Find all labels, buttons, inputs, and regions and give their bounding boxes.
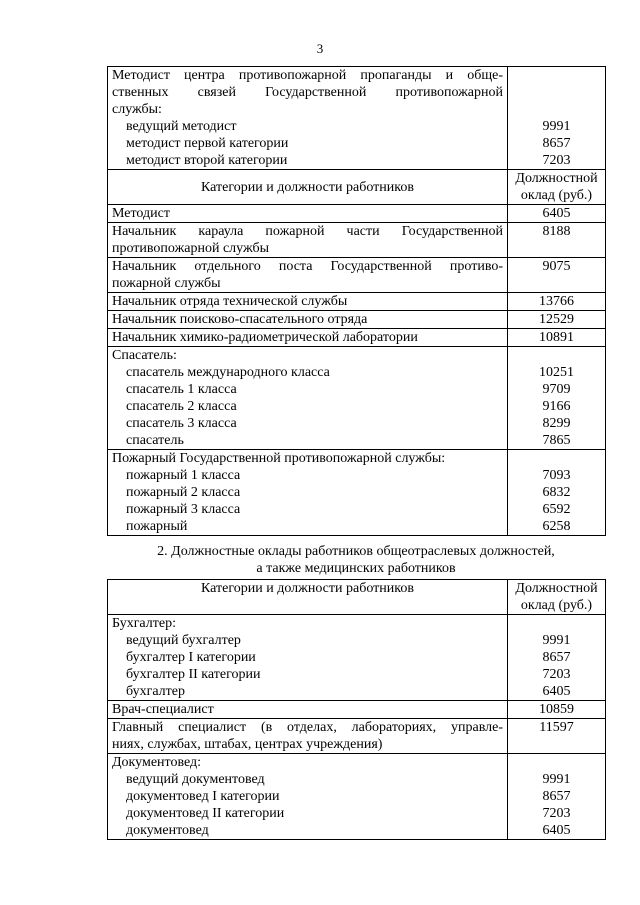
salary-table-2	[107, 579, 606, 840]
position-cell	[108, 293, 508, 311]
salary-cell	[508, 347, 606, 450]
group-title-line: Методист центра противопожарной пропаганды и обще-	[112, 68, 503, 83]
table-row	[108, 347, 606, 450]
position-cell	[108, 311, 508, 329]
salary-value: 9991	[542, 119, 571, 134]
position-name: документовед I категории	[126, 789, 280, 804]
header-salary-line: Должностной	[515, 171, 598, 186]
salary-value: 12529	[508, 311, 606, 329]
table-header-row	[108, 170, 606, 205]
position-name: спасатель 1 класса	[126, 382, 237, 397]
table-header-row	[108, 580, 606, 615]
position-name: Начальник поисково-спасательного отряда	[112, 312, 368, 327]
salary-value: 8657	[542, 136, 571, 151]
salary-value: 7865	[542, 433, 571, 448]
position-name: ниях, службах, штабах, центрах учреждения)	[112, 737, 383, 752]
position-name: спасатель международного класса	[126, 365, 330, 380]
table-row	[108, 67, 606, 170]
position-cell	[108, 223, 508, 258]
position-name: Начальник караула пожарной части Государственной	[112, 224, 503, 239]
position-name: бухгалтер I категории	[126, 650, 256, 665]
salary-value: 9075	[508, 258, 606, 293]
table-row	[108, 258, 606, 293]
position-name: методист второй категории	[126, 153, 288, 168]
header-salary-line: оклад (руб.)	[520, 188, 593, 203]
position-name: ведущий бухгалтер	[126, 633, 241, 648]
table-row	[108, 719, 606, 754]
table-row	[108, 205, 606, 223]
group-cell	[108, 450, 508, 536]
group-title-line: ственных связей Государственной противопожарной	[112, 85, 503, 100]
group-cell	[108, 615, 508, 701]
salary-value: 6832	[542, 485, 571, 500]
salary-value: 7203	[542, 806, 571, 821]
position-name: Начальник отряда технической службы	[112, 294, 348, 309]
position-name: пожарной службы	[112, 276, 221, 291]
salary-value: 10859	[508, 701, 606, 719]
table-row	[108, 223, 606, 258]
table-row	[108, 615, 606, 701]
salary-value: 9991	[542, 633, 571, 648]
header-salary-line: оклад (руб.)	[520, 598, 593, 613]
salary-value: 7203	[542, 667, 571, 682]
position-name: ведущий методист	[126, 119, 237, 134]
group-title: Документовед:	[112, 755, 202, 770]
page-number: 3	[316, 41, 324, 56]
position-name: Методист	[112, 206, 170, 221]
header-salary	[508, 580, 606, 615]
header-salary-line: Должностной	[515, 581, 598, 596]
salary-value: 7203	[542, 153, 571, 168]
position-name: бухгалтер	[126, 684, 185, 699]
salary-value: 6592	[542, 502, 571, 517]
header-salary	[508, 170, 606, 205]
position-cell	[108, 258, 508, 293]
table-row	[108, 311, 606, 329]
position-cell	[108, 701, 508, 719]
position-cell	[108, 719, 508, 754]
table-row	[108, 701, 606, 719]
position-name: спасатель 2 класса	[126, 399, 237, 414]
salary-value: 10891	[508, 329, 606, 347]
salary-cell	[508, 754, 606, 840]
salary-value: 9991	[542, 772, 571, 787]
group-cell	[108, 347, 508, 450]
position-name: документовед	[126, 823, 209, 838]
table-row	[108, 754, 606, 840]
group-title: Бухгалтер:	[112, 616, 176, 631]
group-cell	[108, 754, 508, 840]
salary-value: 6405	[508, 205, 606, 223]
position-name: ведущий документовед	[126, 772, 265, 787]
table-row	[108, 329, 606, 347]
salary-value: 9166	[542, 399, 571, 414]
header-category: Категории и должности работников	[108, 170, 508, 205]
position-name: пожарный	[126, 519, 188, 534]
position-name: методист первой категории	[126, 136, 289, 151]
position-cell	[108, 329, 508, 347]
salary-value: 8657	[542, 650, 571, 665]
salary-value: 6258	[542, 519, 571, 534]
position-name: Начальник химико-радиометрической лаборатории	[112, 330, 418, 345]
position-name: Начальник отдельного поста Государственной противо-	[112, 259, 503, 274]
header-category: Категории и должности работников	[108, 580, 508, 615]
salary-cell	[508, 450, 606, 536]
salary-value: 13766	[508, 293, 606, 311]
salary-value: 11597	[508, 719, 606, 754]
table-row	[108, 450, 606, 536]
salary-value: 10251	[539, 365, 574, 380]
section-heading-line: 2. Должностные оклады работников общеотраслевых должностей,	[157, 544, 555, 559]
position-cell	[108, 205, 508, 223]
group-title: Пожарный Государственной противопожарной службы:	[112, 451, 446, 466]
group-title-line: службы:	[112, 102, 162, 117]
table-row	[108, 293, 606, 311]
salary-value: 7093	[542, 468, 571, 483]
position-name: Врач-специалист	[112, 702, 214, 717]
position-name: Главный специалист (в отделах, лабораториях, управле-	[112, 720, 503, 735]
position-name: спасатель 3 класса	[126, 416, 237, 431]
salary-value: 8657	[542, 789, 571, 804]
section-heading	[107, 543, 605, 577]
position-name: спасатель	[126, 433, 184, 448]
position-name: бухгалтер II категории	[126, 667, 261, 682]
position-name: противопожарной службы	[112, 241, 269, 256]
group-cell	[108, 67, 508, 170]
salary-value: 9709	[542, 382, 571, 397]
salary-value: 6405	[542, 823, 571, 838]
position-name: документовед II категории	[126, 806, 285, 821]
position-name: пожарный 2 класса	[126, 485, 241, 500]
salary-value: 8188	[508, 223, 606, 258]
position-name: пожарный 1 класса	[126, 468, 241, 483]
salary-value: 6405	[542, 684, 571, 699]
group-title: Спасатель:	[112, 348, 177, 363]
section-heading-line: а также медицинских работников	[256, 561, 456, 576]
salary-cell	[508, 67, 606, 170]
salary-cell	[508, 615, 606, 701]
salary-value: 8299	[542, 416, 571, 431]
salary-table-1	[107, 66, 606, 536]
position-name: пожарный 3 класса	[126, 502, 241, 517]
